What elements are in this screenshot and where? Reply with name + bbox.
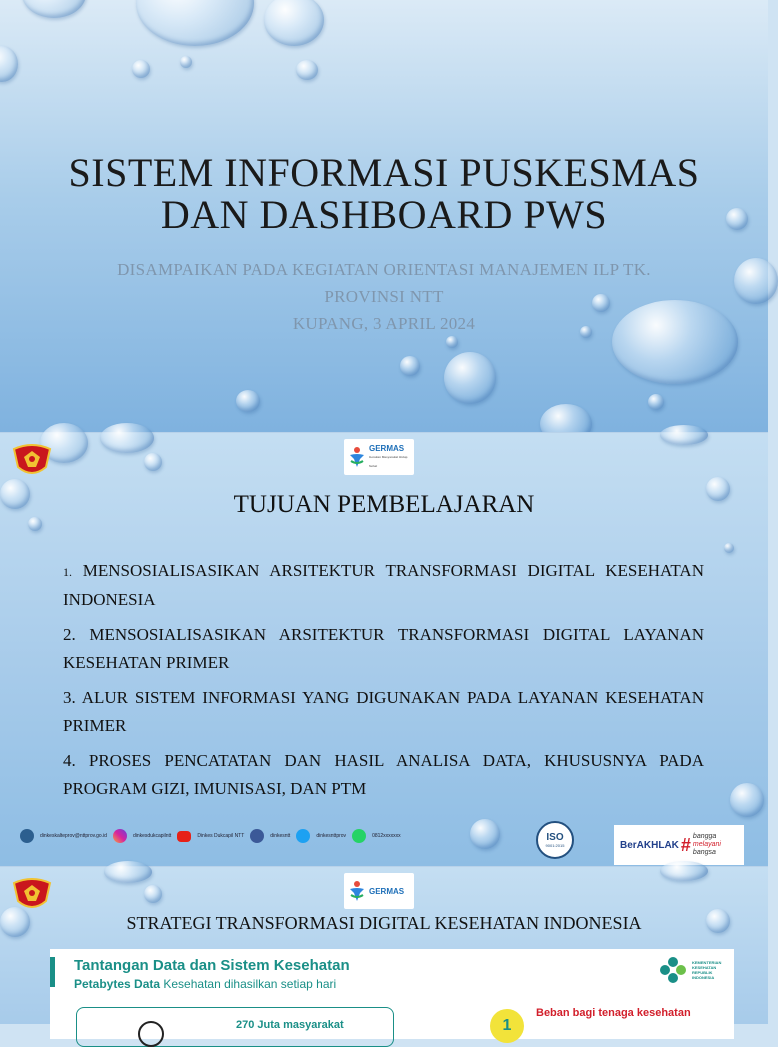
person-icon xyxy=(138,1021,164,1047)
population-stat: 270 Juta masyarakat xyxy=(236,1019,344,1031)
berakhlak-logo: BerAKHLAK # bangga melayani bangsa xyxy=(614,825,744,865)
water-drop-decoration xyxy=(100,423,154,453)
germas-figure-icon xyxy=(348,879,366,903)
germas-logo: GERMAS Gerakan Masyarakat Hidup Sehat xyxy=(344,439,414,475)
water-drop-decoration xyxy=(724,543,734,553)
water-drop-decoration xyxy=(648,394,664,410)
slide-strategy xyxy=(0,866,768,1034)
footer-twitter: dinkesnttprov xyxy=(316,833,347,839)
instagram-icon xyxy=(113,829,127,843)
footer-facebook: dinkesntt xyxy=(270,833,291,839)
footer-youtube: Dinkes Dukcapil NTT xyxy=(197,833,245,839)
youtube-icon xyxy=(177,831,191,842)
water-drop-decoration xyxy=(22,0,86,18)
stat-box xyxy=(76,1007,394,1047)
water-drop-decoration xyxy=(730,783,764,817)
kemkes-logo: KEMENTERIAN KESEHATAN REPUBLIK INDONESIA xyxy=(658,955,728,985)
water-drop-decoration xyxy=(180,56,192,68)
water-drop-decoration xyxy=(446,336,458,348)
ntt-province-emblem-icon xyxy=(12,877,52,913)
water-drop-decoration xyxy=(296,60,318,80)
presentation-subtitle: DISAMPAIKAN PADA KEGIATAN ORIENTASI MANAJEMEN ILP TK. PROVINSI NTT KUPANG, 3 APRIL 2024 xyxy=(117,260,651,333)
facebook-icon xyxy=(250,829,264,843)
list-item: 3. ALUR SISTEM INFORMASI YANG DIGUNAKAN PADA LAYANAN KESEHATAN PRIMER xyxy=(63,688,704,735)
card-subheading: Petabytes Data Kesehatan dihasilkan setiap hari xyxy=(74,977,337,991)
water-drop-decoration xyxy=(104,861,152,883)
card-heading: Tantangan Data dan Sistem Kesehatan xyxy=(74,957,350,974)
water-drop-decoration xyxy=(660,425,708,445)
water-drop-decoration xyxy=(144,453,162,471)
twitter-icon xyxy=(296,829,310,843)
social-footer xyxy=(20,825,510,847)
challenge-card xyxy=(50,949,734,1039)
whatsapp-icon xyxy=(352,829,366,843)
water-drop-decoration xyxy=(236,390,260,412)
water-drop-decoration xyxy=(444,352,496,404)
water-drop-decoration xyxy=(28,517,42,531)
water-drop-decoration xyxy=(0,46,18,82)
accent-bar xyxy=(50,957,55,987)
slide-heading: STRATEGI TRANSFORMASI DIGITAL KESEHATAN INDONESIA xyxy=(126,913,642,933)
water-drop-decoration xyxy=(144,885,162,903)
objectives-list xyxy=(63,557,704,810)
slide-title xyxy=(0,0,768,432)
number-badge: 1 xyxy=(490,1009,524,1043)
germas-figure-icon xyxy=(348,445,366,469)
footer-instagram: dinkesdukcapilntt xyxy=(132,833,172,839)
water-drop-decoration xyxy=(264,0,324,46)
footer-email: dinkeskalteprov@nttprov.go.id xyxy=(40,833,107,839)
water-drop-decoration xyxy=(400,356,420,376)
ntt-province-emblem-icon xyxy=(12,443,52,479)
water-drop-decoration xyxy=(132,60,150,78)
burden-label: Beban bagi tenaga kesehatan xyxy=(536,1007,691,1019)
list-item: 2. MENSOSIALISASIKAN ARSITEKTUR TRANSFORMASI DIGITAL LAYANAN KESEHATAN PRIMER xyxy=(63,625,704,672)
water-drop-decoration xyxy=(660,861,708,881)
list-item: 1. MENSOSIALISASIKAN ARSITEKTUR TRANSFORMASI DIGITAL KESEHATAN INDONESIA xyxy=(63,561,704,609)
footer-whatsapp: 0812xxxxxxx xyxy=(372,833,401,839)
email-icon xyxy=(20,829,34,843)
presentation-title: SISTEM INFORMASI PUSKESMAS DAN DASHBOARD PWS xyxy=(68,150,700,237)
germas-logo: GERMAS xyxy=(344,873,414,909)
iso-badge: ISO 9001:2015 xyxy=(536,821,574,859)
slide-heading: TUJUAN PEMBELAJARAN xyxy=(233,491,535,518)
slide-objectives xyxy=(0,432,768,866)
water-drop-decoration xyxy=(136,0,254,46)
kemkes-cross-icon xyxy=(658,956,688,984)
list-item: 4. PROSES PENCATATAN DAN HASIL ANALISA DATA, KHUSUSNYA PADA PROGRAM GIZI, IMUNISASI, DAN PTM xyxy=(63,751,704,798)
